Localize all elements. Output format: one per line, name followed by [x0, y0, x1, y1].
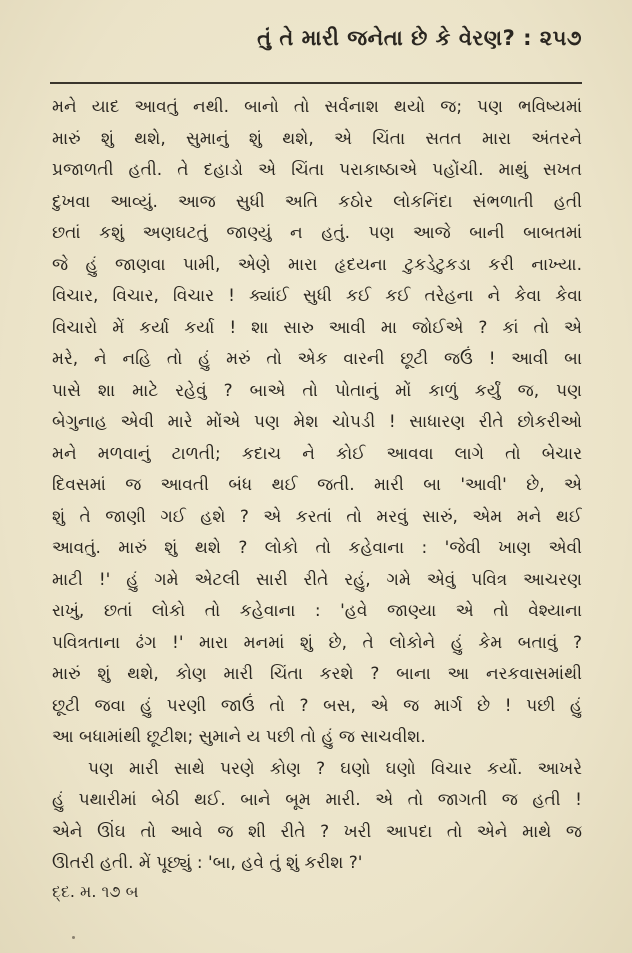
text-line: મારું શું થશે, સુમાનું શું થશે, એ ચિંતા સતત મારા અંતરને — [52, 128, 582, 149]
body-text — [52, 92, 582, 880]
text-line: રાખું, છતાં લોકો તો કહેવાના : 'હવે જાણ્યા એ તો વેશ્યાના — [52, 601, 582, 621]
text-line: દિવસમાં જ આવતી બંધ થઈ જતી. મારી બા 'આવી' છે, એ — [52, 475, 582, 495]
text-line: મને યાદ આવતું નથી. બાનો તો સર્વનાશ થયો જ; પણ ભવિષ્યમાં — [52, 97, 582, 117]
header-rule — [50, 82, 582, 84]
text-line: આવતું. મારું શું થશે ? લોકો તો કહેવાના : 'જેવી ખાણ એવી — [52, 538, 582, 558]
text-line: ઊતરી હતી. મેં પૂછ્યું : 'બા, હવે તું શું કરીશ ?' — [52, 853, 363, 873]
text-line: બેગુનાહ એવી મારે મોંએ પણ મેશ ચોપડી ! સાધારણ રીતે છોકરીઓ — [52, 412, 582, 432]
text-line: માટી !' હું ગમે એટલી સારી રીતે રહું, ગમે એવું પવિત્ર આચરણ — [52, 569, 582, 590]
text-line: છૂટી જવા હું પરણી જાઉં તો ? બસ, એ જ માર્ગ છે ! પછી હું — [52, 695, 582, 716]
text-line: વિચાર, વિચાર, વિચાર ! ક્યાંઈ સુધી કઈ કઈ તરેહના ને કેવા કેવા — [52, 286, 582, 306]
text-line: વિચારો મેં કર્યા કર્યા ! શા સારુ આવી મા જોઈએ ? કાં તો એ — [52, 317, 582, 338]
text-line: પવિત્રતાના ઢંગ !' મારા મનમાં શું છે, તે લોકોને હું કેમ બતાવું ? — [52, 632, 582, 653]
text-line: દુખવા આવ્યું. આજ સુધી અતિ કઠોર લોકનિંદા સંભળાતી હતી — [52, 191, 582, 212]
paper-speck — [72, 936, 75, 939]
printer-signature: દ્દ. મ. ૧૭ બ — [52, 882, 139, 901]
text-line: મને મળવાનું ટાળતી; કદાચ ને કોઈ આવવા લાગે તો બેચાર — [52, 443, 582, 464]
text-line: છતાં કશું અણઘટતું જાણ્યું ન હતું. પણ આજે બાની બાબતમાં — [52, 223, 582, 243]
text-line: શું તે જાણી ગઈ હશે ? એ કરતાં તો મરવું સારું, એમ મને થઈ — [52, 506, 582, 527]
running-head: તું તે મારી જનેતા છે કે વેરણ? : ૨૫૭ — [257, 26, 582, 50]
text-line: મરે, ને નહિ તો હું મરું તો એક વારની છૂટી જઉં ! આવી બા — [52, 349, 582, 369]
text-line: પણ મારી સાથે પરણે કોણ ? ઘણો ઘણો વિચાર કર્યો. આખરે — [88, 758, 582, 779]
text-line: હું પથારીમાં બેઠી થઈ. બાને બૂમ મારી. એ તો જાગતી જ હતી ! — [52, 790, 582, 810]
text-line: પાસે શા માટે રહેવું ? બાએ તો પોતાનું મોં કાળું કર્યું જ, પણ — [52, 380, 582, 401]
page-header — [0, 22, 632, 62]
text-line: પ્રજાળતી હતી. તે દહાડો એ ચિંતા પરાકાષ્ઠાએ પહોંચી. માથું સખત — [52, 160, 582, 180]
text-line: એને ઊંઘ તો આવે જ શી રીતે ? ખરી આપદા તો એને માથે જ — [52, 821, 582, 842]
text-line: આ બધામાંથી છૂટીશ; સુમાને ય પછી તો હું જ સાચવીશ. — [52, 727, 426, 747]
text-line: જે હું જાણવા પામી, એણે મારા હૃદયના ટુકડેટુકડા કરી નાખ્યા. — [52, 254, 582, 275]
text-line: મારું શું થશે, કોણ મારી ચિંતા કરશે ? બાના આ નરકવાસમાંથી — [52, 664, 582, 684]
